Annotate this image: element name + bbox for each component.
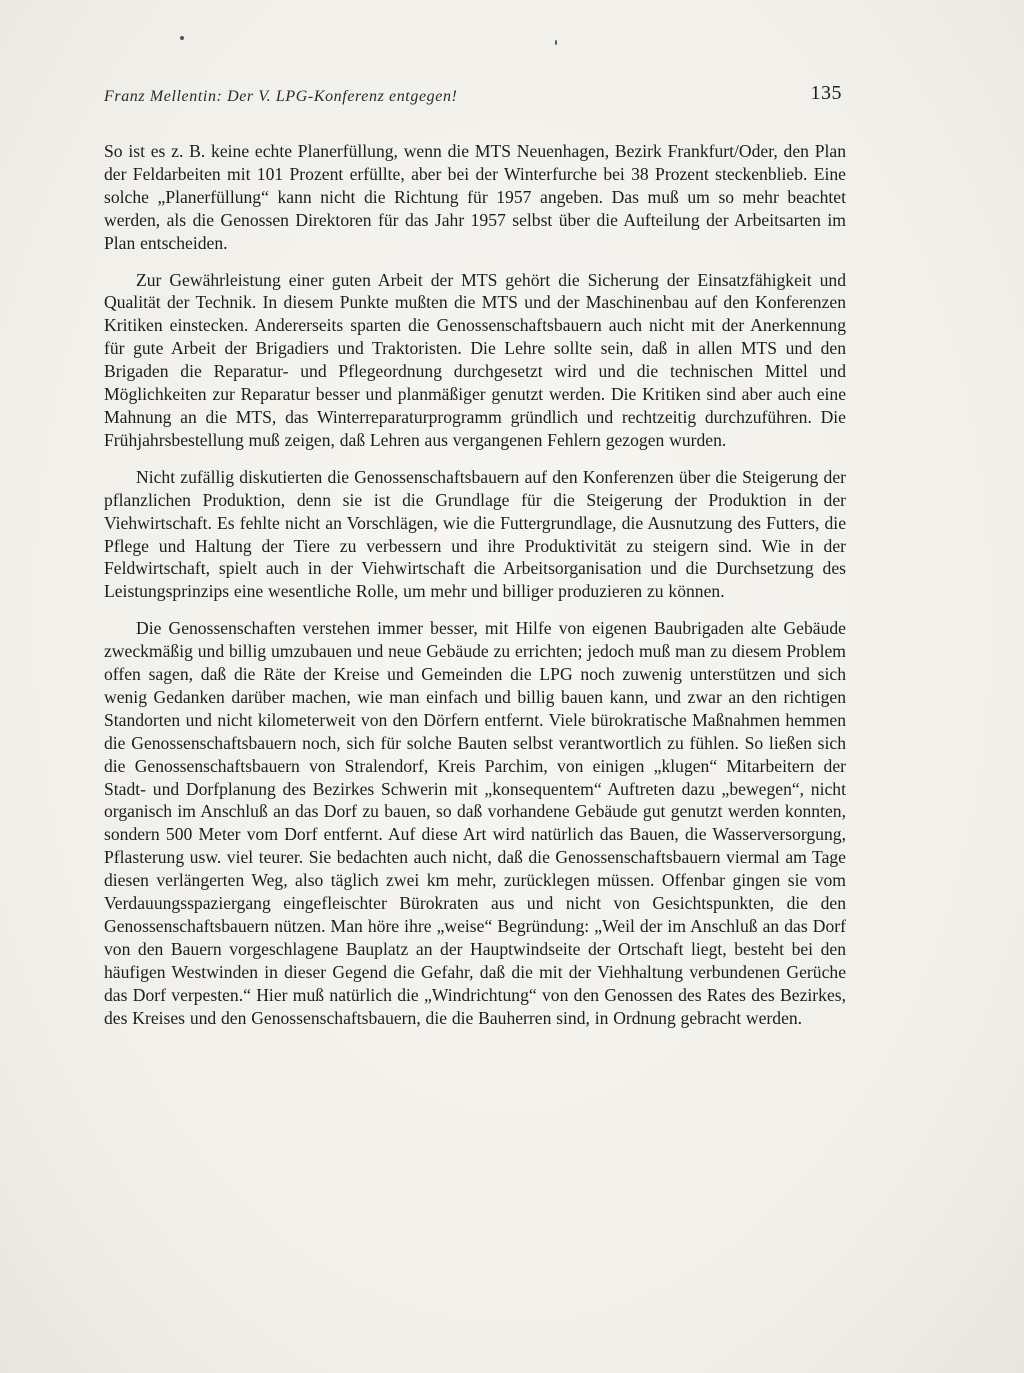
paragraph: Zur Gewährleistung einer guten Arbeit der MTS gehört die Sicherung der Einsatzfähigkeit und Qualität der Technik. In diesem Punkte mußten die MTS und der Maschinenbau auf den Konferenzen Kritiken einstecken. Andererseits sparten die Genossenschaftsbauern auch nicht mit der Anerkennung für gute Arbeit der Brigadiers und Traktoristen. Die Lehre sollte sein, daß in allen MTS und den Brigaden die Reparatur- und Pflegeordnung durchgesetzt wird und die technischen Mittel und Möglichkeiten zur Reparatur besser und planmäßiger genutzt werden. Die Kritiken sind aber auch eine Mahnung an die MTS, das Winterreparaturprogramm gründlich und rechtzeitig durchzuführen. Die Frühjahrsbestellung muß zeigen, daß Lehren aus vergangenen Fehlern gezogen wurden.	[104, 269, 846, 450]
page-number: 135	[810, 82, 842, 104]
paragraph: Die Genossenschaften verstehen immer besser, mit Hilfe von eigenen Baubrigaden alte Gebäude zweckmäßig und billig umzubauen und neue Gebäude zu errichten; jedoch muß man zu diesem Problem offen sagen, daß die Räte der Kreise und Gemeinden die LPG noch zuwenig unterstützen und sich wenig Gedanken darüber machen, wie man einfach und billig bauen kann, und zwar an den richtigen Standorten und nicht kilometerweit von den Dörfern entfernt. Viele bürokratische Maßnahmen hemmen die Genossenschaftsbauern noch, sich für solche Bauten selbst verantwortlich zu fühlen. So ließen sich die Genossenschaftsbauern von Stralendorf, Kreis Parchim, von einigen „klugen“ Mitarbeitern der Stadt- und Dorfplanung des Bezirkes Schwerin mit „konsequentem“ Auftreten dazu „bewegen“, nicht organisch im Anschluß an das Dorf zu bauen, so daß vorhandene Gebäude gut genutzt werden konnten, sondern 500 Meter vom Dorf entfernt. Auf diese Art wird natürlich das Bauen, die Wasserversorgung, Pflasterung usw. viel teurer. Sie bedachten auch nicht, daß die Genossenschaftsbauern viermal am Tage diesen verlängerten Weg, also täglich zwei km mehr, zurücklegen müssen. Offenbar gingen sie vom Verdauungsspaziergang eingefleischter Bürokraten aus und nicht von Gesichtspunkten, die den Genossenschaftsbauern nützen. Man höre ihre „weise“ Begründung: „Weil der im Anschluß an das Dorf von den Bauern vorgeschlagene Bauplatz an der Hauptwindseite der Ortschaft liegt, besteht bei den häufigen Westwinden in dieser Gegend die Gefahr, daß die mit der Viehhaltung verbundenen Gerüche das Dorf verpesten.“ Hier muß natürlich die „Windrichtung“ von den Genossen des Rates des Bezirkes, des Kreises und den Genossenschaftsbauern, die die Bauherren sind, in Ordnung gebracht werden.	[104, 618, 846, 1028]
paragraph: So ist es z. B. keine echte Planerfüllung, wenn die MTS Neuenhagen, Bezirk Frankfurt/Oder, den Plan der Feldarbeiten mit 101 Prozent erfüllte, aber bei der Winterfurche bei 38 Prozent steckenblieb. Eine solche „Planerfüllung“ kann nicht die Richtung für 1957 angeben. Das muß um so mehr beachtet werden, als die Genossen Direktoren für das Jahr 1957 selbst über die Aufteilung der Arbeitsarten im Plan entscheiden.	[104, 141, 846, 253]
print-speck	[180, 36, 184, 40]
body-text	[104, 140, 846, 1044]
paragraph: Nicht zufällig diskutierten die Genossenschaftsbauern auf den Konferenzen über die Steigerung der pflanzlichen Produktion, denn sie ist die Grundlage für die Steigerung der Produktion in der Viehwirtschaft. Es fehlte nicht an Vorschlägen, wie die Futtergrundlage, die Ausnutzung des Futters, die Pflege und Haltung der Tiere zu verbessern und ihre Produktivität zu steigern sind. Wie in der Feldwirtschaft, spielt auch in der Viehwirtschaft die Arbeitsorganisation und die Durchsetzung des Leistungsprinzips eine wesentliche Rolle, um mehr und billiger produzieren zu können.	[104, 466, 846, 602]
print-speck	[555, 40, 557, 45]
running-title: Franz Mellentin: Der V. LPG-Konferenz entgegen!	[104, 88, 458, 105]
running-header	[104, 82, 848, 110]
